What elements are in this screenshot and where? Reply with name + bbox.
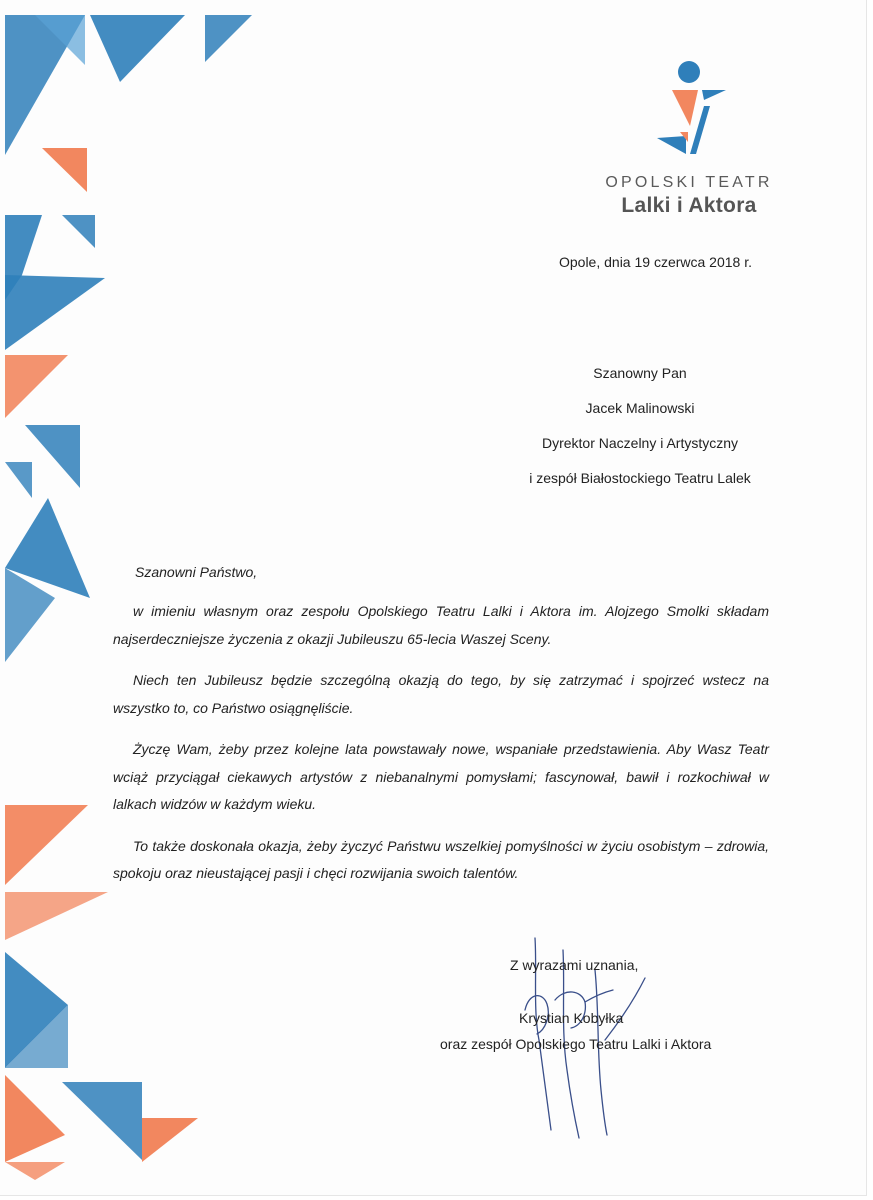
closing-phrase: Z wyrazami uznania,: [510, 957, 639, 973]
signer-name: Krystian Kobyłka: [519, 1010, 624, 1026]
recipient-line: Jacek Malinowski: [585, 400, 695, 416]
recipient-line: i zespół Białostockiego Teatru Lalek: [529, 470, 751, 486]
letter-date: Opole, dnia 19 czerwca 2018 r.: [558, 254, 752, 270]
recipient-line: Szanowny Pan: [593, 365, 687, 381]
body-paragraph: Życzę Wam, żeby przez kolejne lata powstawały nowe, wspaniałe przedstawienia. Aby Wasz Teatr wciąż przyciągał ciekawych artystów z niebanalnymi pomysłami; fascynował, bawił i rozkochiwał w lalkach widzów w każdym wieku.: [113, 741, 769, 812]
body-paragraph: Niech ten Jubileusz będzie szczególną okazją do tego, by się zatrzymać i spojrzeć wstecz na wszystko to, co Państwo osiągnęliście.: [113, 672, 769, 716]
body-paragraph: To także doskonała okazja, żeby życzyć Państwu wszelkiej pomyślności w życiu osobistym – zdrowia, spokoju oraz nieustającej pasji i chęci rozwijania swoich talentów.: [113, 837, 769, 881]
signer-organization: oraz zespół Opolskiego Teatru Lalki i Aktora: [440, 1036, 712, 1052]
recipient-block: [500, 356, 780, 496]
salutation: Szanowni Państwo,: [135, 564, 258, 580]
recipient-line: Dyrektor Naczelny i Artystyczny: [541, 435, 739, 451]
body-paragraph: w imieniu własnym oraz zespołu Opolskiego Teatru Lalki i Aktora im. Alojzego Smolki składam najserdeczniejsze życzenia z okazji Jubileuszu 65-lecia Waszej Sceny.: [113, 603, 769, 647]
logo-text-line1: OPOLSKI TEATR: [605, 174, 773, 191]
puppet-figure-icon: [652, 58, 732, 158]
logo-text-line2: Lalki i Aktora: [621, 194, 757, 217]
letter-body: [113, 564, 769, 902]
